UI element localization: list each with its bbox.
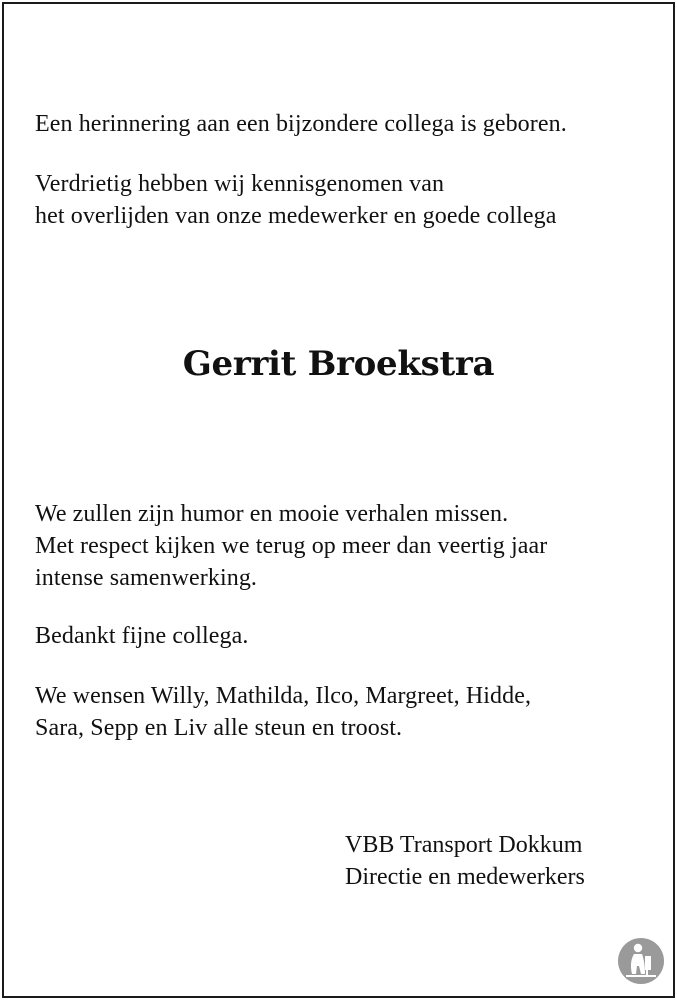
thanks-text: Bedankt fijne collega. bbox=[35, 623, 249, 649]
memory-line-3: intense samenwerking. bbox=[35, 565, 258, 591]
memory-line-2: Met respect kijken we terug op meer dan veertig jaar bbox=[35, 533, 548, 559]
announcement-line-2: het overlijden van onze medewerker en goede collega bbox=[35, 203, 557, 229]
intro-text: Een herinnering aan een bijzondere collega is geboren. bbox=[35, 111, 567, 137]
signature-company: VBB Transport Dokkum bbox=[345, 832, 583, 858]
condolence-line-1: We wensen Willy, Mathilda, Ilco, Margreet, Hidde, bbox=[35, 683, 532, 709]
announcement-line-1: Verdrietig hebben wij kennisgenomen van bbox=[35, 171, 445, 197]
memorial-figure-icon bbox=[617, 937, 665, 985]
deceased-name: Gerrit Broekstra bbox=[182, 344, 495, 384]
condolence-line-2: Sara, Sepp en Liv alle steun en troost. bbox=[35, 715, 403, 741]
memory-line-1: We zullen zijn humor en mooie verhalen missen. bbox=[35, 501, 509, 527]
signature-staff: Directie en medewerkers bbox=[345, 864, 585, 890]
